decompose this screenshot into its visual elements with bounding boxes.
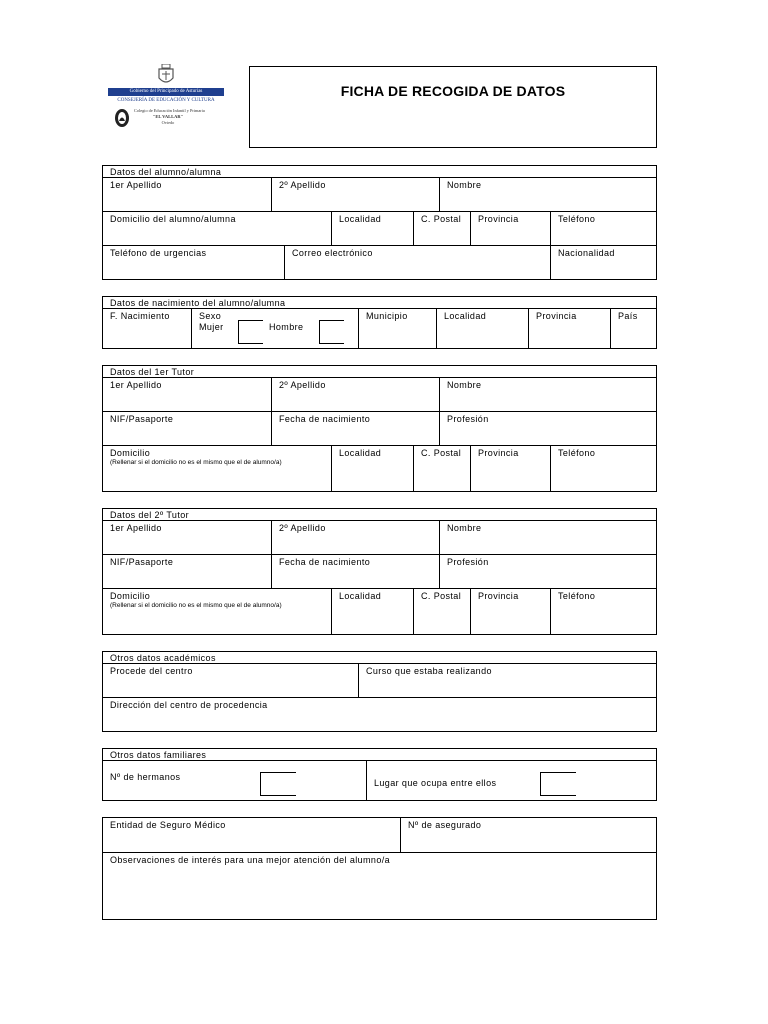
field-curso[interactable] — [358, 663, 656, 697]
field-provincia[interactable] — [470, 588, 550, 634]
field-label: Nacionalidad — [558, 248, 615, 258]
field-domicilio[interactable] — [103, 588, 331, 634]
field-label: C. Postal — [421, 214, 462, 224]
field-label: 2º Apellido — [279, 523, 326, 533]
field-nombre[interactable] — [439, 520, 656, 554]
field-fecha-nacimiento[interactable] — [271, 411, 439, 445]
field-label: Localidad — [339, 448, 382, 458]
field-localidad[interactable] — [436, 308, 528, 348]
section-title: Otros datos familiares — [110, 750, 207, 760]
section-title: Datos del alumno/alumna — [110, 167, 222, 177]
field-label: Domicilio del alumno/alumna — [110, 214, 236, 224]
field-label: Curso que estaba realizando — [366, 666, 492, 676]
section-tutor2 — [102, 508, 657, 635]
field-nif[interactable] — [103, 554, 271, 588]
section-alumno — [102, 165, 657, 280]
field-label: NIF/Pasaporte — [110, 557, 174, 567]
field-label: Teléfono — [558, 448, 596, 458]
field-label: Provincia — [478, 591, 519, 601]
field-label: Procede del centro — [110, 666, 193, 676]
section-title: Datos del 2º Tutor — [110, 510, 190, 520]
field-label: Nombre — [447, 523, 482, 533]
field-label: Provincia — [536, 311, 577, 321]
field-label: Profesión — [447, 414, 489, 424]
field-label: Fecha de nacimiento — [279, 414, 371, 424]
field-entidad-seguro[interactable] — [103, 818, 400, 852]
section-familiares — [102, 748, 657, 801]
field-telefono[interactable] — [550, 445, 656, 491]
field-label: 1er Apellido — [110, 180, 162, 190]
logo-line4: "EL VALLAR" — [152, 114, 184, 119]
field-correo[interactable] — [284, 245, 550, 279]
title-box — [249, 66, 657, 148]
field-localidad[interactable] — [331, 211, 413, 245]
field-domicilio[interactable] — [103, 445, 331, 491]
field-hermanos — [103, 760, 366, 800]
field-label: Provincia — [478, 214, 519, 224]
field-label: F. Nacimiento — [110, 311, 170, 321]
field-label: Nº de hermanos — [110, 772, 181, 782]
label-hombre: Hombre — [269, 322, 304, 332]
field-label: Nombre — [447, 180, 482, 190]
field-label: Domicilio — [110, 448, 151, 458]
field-apellido2[interactable] — [271, 520, 439, 554]
field-provincia[interactable] — [528, 308, 610, 348]
section-title: Datos del 1er Tutor — [110, 367, 195, 377]
field-cpostal[interactable] — [413, 588, 470, 634]
field-telefono[interactable] — [550, 211, 656, 245]
field-nif[interactable] — [103, 411, 271, 445]
field-fecha-nacimiento[interactable] — [271, 554, 439, 588]
field-localidad[interactable] — [331, 588, 413, 634]
logo-line2: CONSEJERÍA DE EDUCACIÓN Y CULTURA — [117, 98, 215, 103]
field-note: (Rellenar si el domicilio no es el mismo que el de alumno/a) — [110, 459, 282, 466]
field-label: Entidad de Seguro Médico — [110, 820, 226, 830]
field-label: Nombre — [447, 380, 482, 390]
field-label: Correo electrónico — [292, 248, 373, 258]
field-lugar — [366, 760, 656, 800]
field-domicilio[interactable] — [103, 211, 331, 245]
field-observaciones[interactable] — [103, 852, 656, 919]
label-mujer: Mujer — [199, 322, 224, 332]
field-localidad[interactable] — [331, 445, 413, 491]
field-label: Teléfono — [558, 214, 596, 224]
field-apellido2[interactable] — [271, 177, 439, 211]
field-label: Dirección del centro de procedencia — [110, 700, 268, 710]
field-nacionalidad[interactable] — [550, 245, 656, 279]
field-tel-urgencias[interactable] — [103, 245, 284, 279]
coat-of-arms-icon — [156, 64, 176, 86]
field-label: C. Postal — [421, 448, 462, 458]
logo-line5: Oviedo — [161, 120, 175, 125]
field-profesion[interactable] — [439, 411, 656, 445]
field-label: 1er Apellido — [110, 523, 162, 533]
field-fecha-nacimiento[interactable] — [103, 308, 191, 348]
field-num-asegurado[interactable] — [400, 818, 656, 852]
field-label: Lugar que ocupa entre ellos — [374, 778, 497, 788]
input-hermanos[interactable] — [260, 772, 296, 796]
field-label: Nº de asegurado — [408, 820, 482, 830]
logo-line3: Colegio de Educación Infantil y Primaria — [134, 108, 205, 113]
field-provincia[interactable] — [470, 445, 550, 491]
field-cpostal[interactable] — [413, 445, 470, 491]
section-title: Otros datos académicos — [110, 653, 216, 663]
field-apellido1[interactable] — [103, 377, 271, 411]
field-label: Municipio — [366, 311, 408, 321]
field-label: País — [618, 311, 638, 321]
field-label: Teléfono — [558, 591, 596, 601]
field-nombre[interactable] — [439, 377, 656, 411]
checkbox-mujer[interactable] — [238, 320, 263, 344]
field-procede[interactable] — [103, 663, 358, 697]
input-lugar[interactable] — [540, 772, 576, 796]
field-sexo — [191, 308, 358, 348]
field-provincia[interactable] — [470, 211, 550, 245]
field-label: NIF/Pasaporte — [110, 414, 174, 424]
field-apellido1[interactable] — [103, 177, 271, 211]
field-label: Localidad — [444, 311, 487, 321]
field-label: Localidad — [339, 214, 382, 224]
field-cpostal[interactable] — [413, 211, 470, 245]
page-title: FICHA DE RECOGIDA DE DATOS — [340, 83, 566, 99]
field-label: Sexo — [199, 311, 222, 321]
checkbox-hombre[interactable] — [319, 320, 344, 344]
section-tutor1 — [102, 365, 657, 492]
section-academicos — [102, 651, 657, 732]
field-label: Teléfono de urgencias — [110, 248, 207, 258]
field-label: Provincia — [478, 448, 519, 458]
logo-line1: Gobierno del Principado de Asturias — [129, 89, 203, 94]
field-label: Domicilio — [110, 591, 151, 601]
logo — [106, 64, 230, 134]
section-seguro — [102, 817, 657, 920]
field-apellido1[interactable] — [103, 520, 271, 554]
section-nacimiento — [102, 296, 657, 349]
school-emblem-icon — [114, 108, 130, 128]
section-title: Datos de nacimiento del alumno/alumna — [110, 298, 286, 308]
field-label: 1er Apellido — [110, 380, 162, 390]
field-label: Fecha de nacimiento — [279, 557, 371, 567]
field-note: (Rellenar si el domicilio no es el mismo que el de alumno/a) — [110, 602, 282, 609]
field-nombre[interactable] — [439, 177, 656, 211]
field-label: Observaciones de interés para una mejor atención del alumno/a — [110, 855, 391, 865]
field-label: 2º Apellido — [279, 380, 326, 390]
field-municipio[interactable] — [358, 308, 436, 348]
field-telefono[interactable] — [550, 588, 656, 634]
field-pais[interactable] — [610, 308, 656, 348]
field-label: 2º Apellido — [279, 180, 326, 190]
field-apellido2[interactable] — [271, 377, 439, 411]
field-direccion[interactable] — [103, 697, 656, 731]
field-label: C. Postal — [421, 591, 462, 601]
field-profesion[interactable] — [439, 554, 656, 588]
field-label: Profesión — [447, 557, 489, 567]
field-label: Localidad — [339, 591, 382, 601]
